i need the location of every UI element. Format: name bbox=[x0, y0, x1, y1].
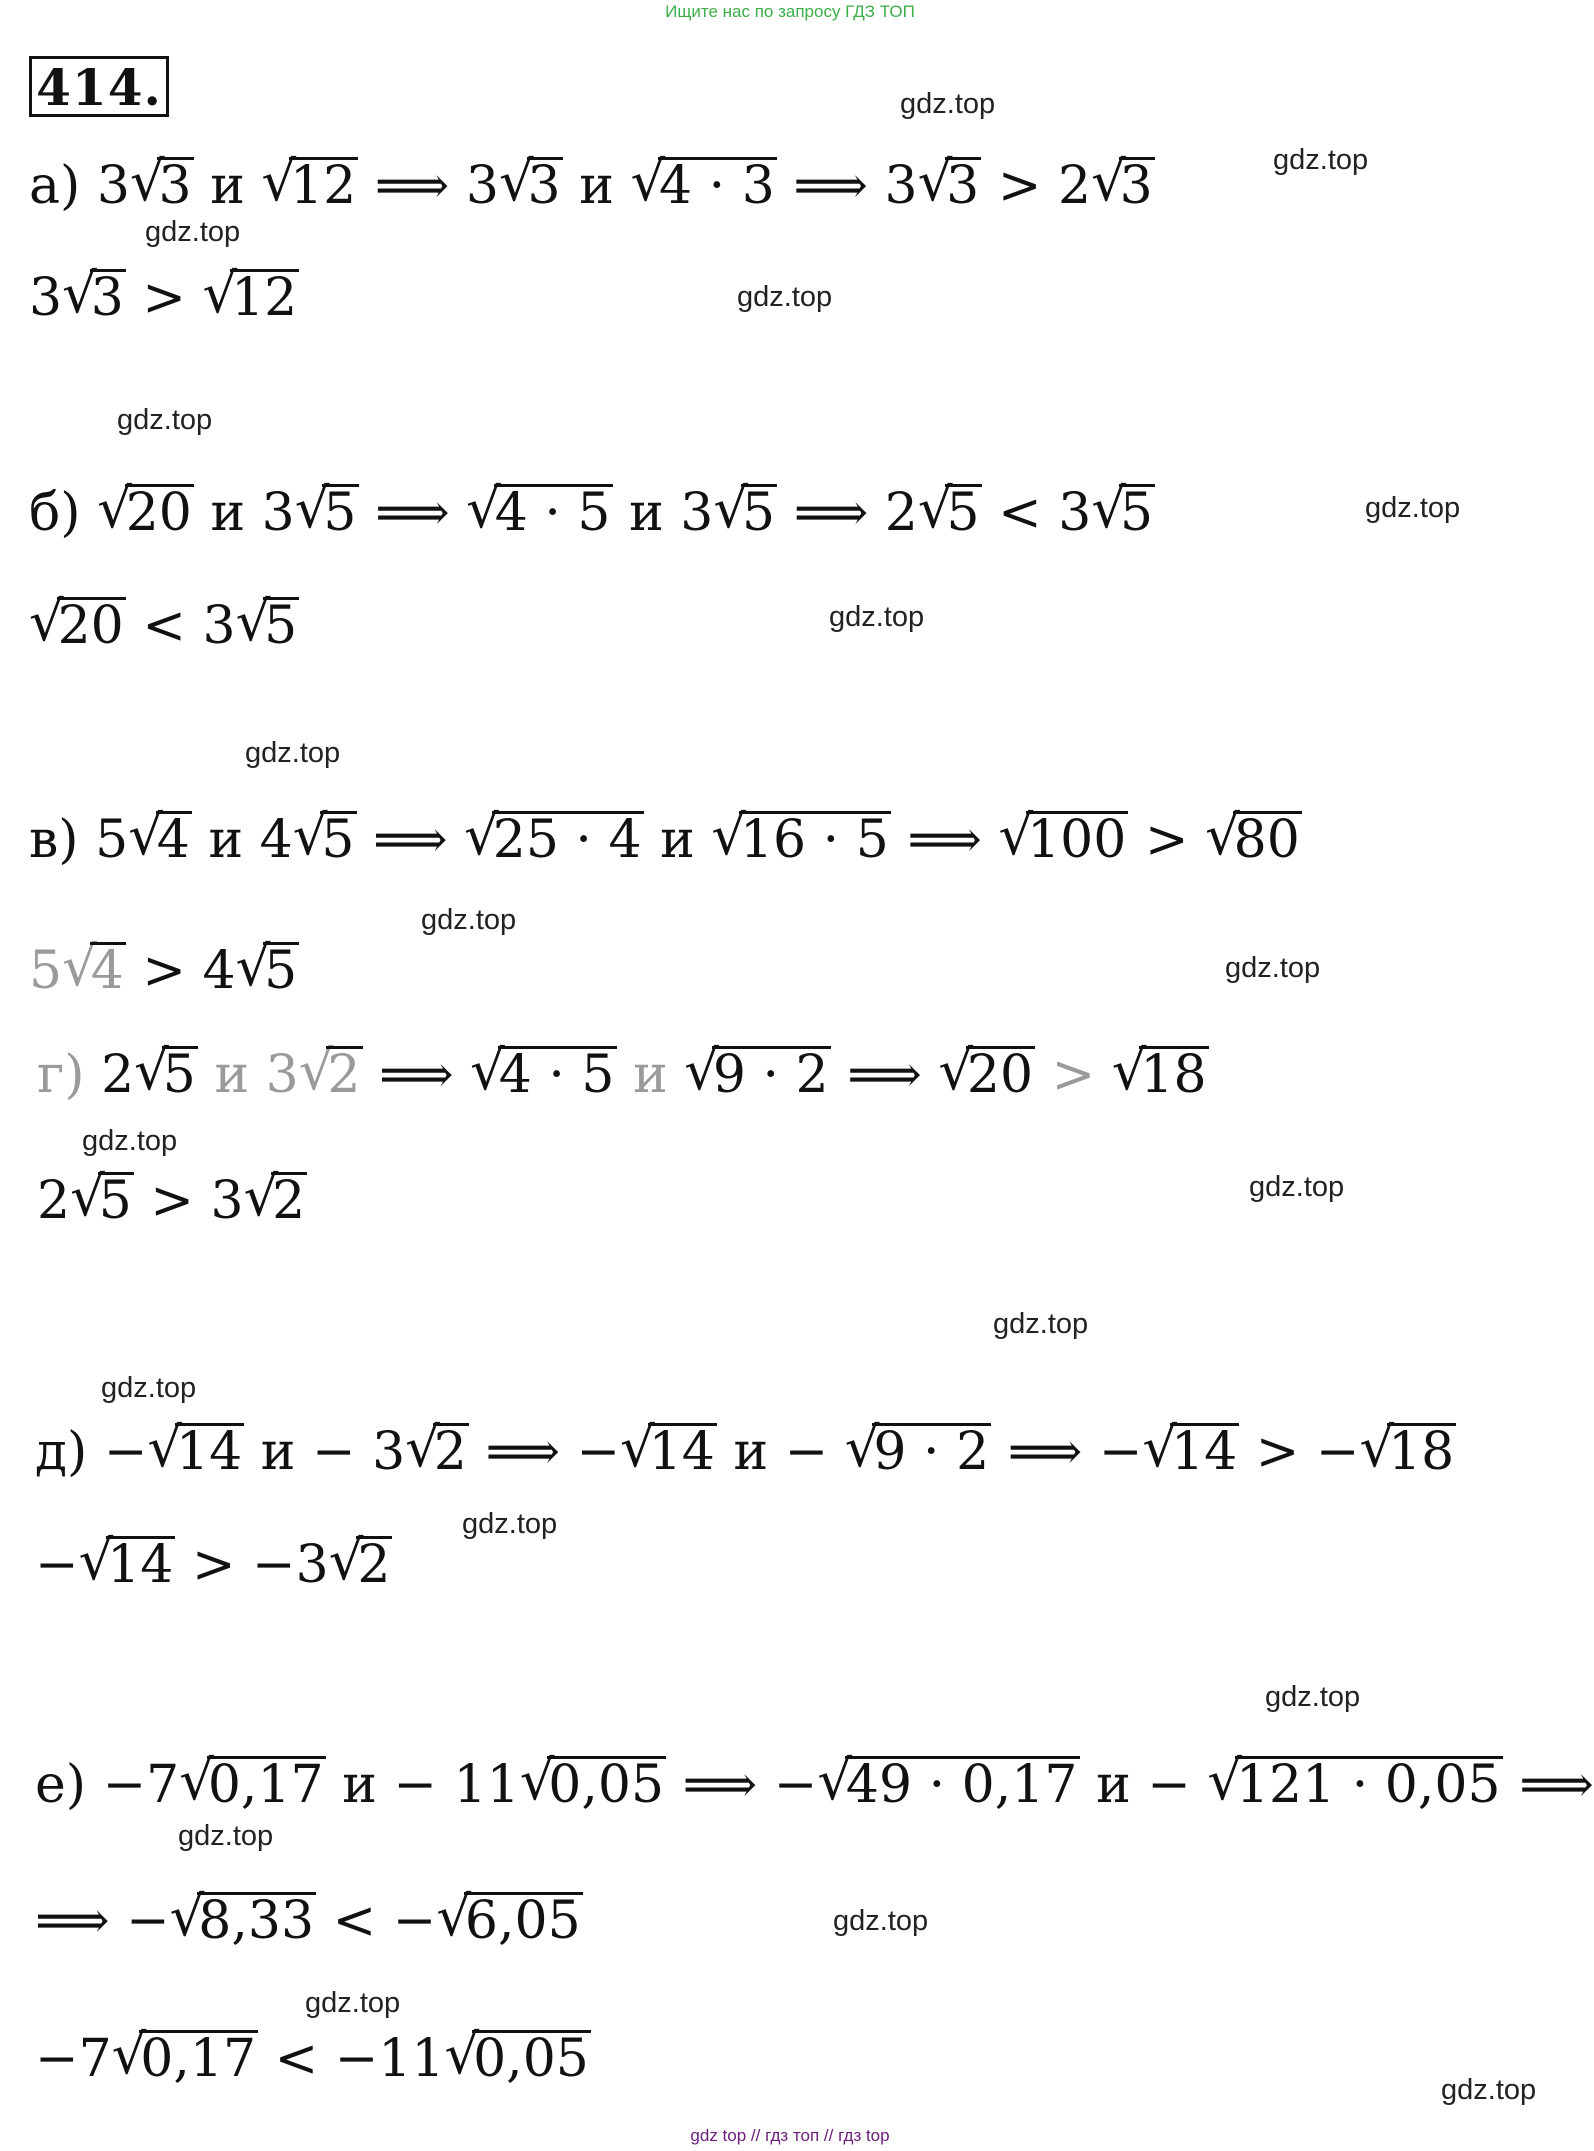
radical: √ 0,17 bbox=[112, 2029, 258, 2089]
radical: √ 3 bbox=[62, 268, 126, 328]
item-label-d: д) bbox=[35, 1422, 104, 1482]
expr-text: > bbox=[125, 268, 203, 328]
item-label-b: б) bbox=[29, 483, 98, 543]
expr-text: и − 11 bbox=[325, 1755, 520, 1815]
expr-text: ⟹ bbox=[362, 1045, 471, 1105]
expr-text: ⟹ − bbox=[35, 1891, 170, 1951]
expr-text: − bbox=[35, 1535, 79, 1595]
radical: √ 121 · 0,05 bbox=[1207, 1755, 1502, 1815]
watermark: gdz.top bbox=[1249, 1171, 1345, 1203]
radical: √ 5 bbox=[134, 1045, 198, 1105]
expr-text: 5 bbox=[95, 810, 129, 870]
watermark: gdz.top bbox=[305, 1987, 401, 2019]
expr-text: 2 bbox=[101, 1045, 135, 1105]
expr-text: и bbox=[193, 156, 262, 216]
watermark: gdz.top bbox=[737, 281, 833, 313]
radical: √ 9 · 2 bbox=[845, 1422, 991, 1482]
watermark: gdz.top bbox=[1273, 144, 1369, 176]
radical: √ 5 bbox=[293, 810, 357, 870]
watermark: gdz.top bbox=[117, 404, 213, 436]
radical: √ 20 bbox=[97, 483, 194, 543]
radical: √ 80 bbox=[1205, 810, 1302, 870]
line-e-comparison bbox=[35, 1755, 1594, 1815]
radical: √ 3 bbox=[1091, 156, 1155, 216]
line-e-simplified bbox=[35, 1891, 583, 1951]
watermark: gdz.top bbox=[462, 1508, 558, 1540]
expr-text: −7 bbox=[35, 2029, 112, 2089]
line-b-result bbox=[29, 596, 299, 656]
item-label-g: г) bbox=[37, 1045, 102, 1105]
watermark: gdz.top bbox=[145, 216, 241, 248]
expr-text: > 3 bbox=[133, 1171, 244, 1231]
expr-text: ⟹ bbox=[830, 1045, 939, 1105]
radical: √ 0,17 bbox=[179, 1755, 325, 1815]
expr-text: ⟹ − bbox=[666, 1755, 818, 1815]
expr-text: ⟹ 2 bbox=[777, 483, 918, 543]
radical: √ 8,33 bbox=[170, 1891, 316, 1951]
expr-text: ⟹ 3 bbox=[776, 156, 918, 216]
radical: √ 5 bbox=[295, 483, 359, 543]
expr-text: ⟹ bbox=[1502, 1755, 1594, 1815]
expr-text: и bbox=[562, 156, 631, 216]
radical: √ 0,05 bbox=[520, 1755, 666, 1815]
item-label-v: в) bbox=[29, 810, 96, 870]
expr-text: > bbox=[1128, 810, 1206, 870]
line-g-comparison bbox=[37, 1045, 1209, 1105]
expr-text: и − 3 bbox=[244, 1422, 406, 1482]
expr-text: 3 bbox=[96, 156, 130, 216]
line-e-result bbox=[35, 2029, 591, 2089]
radical: √ 2 bbox=[244, 1171, 308, 1231]
radical: √ 14 bbox=[147, 1422, 244, 1482]
expr-text: и bbox=[643, 810, 712, 870]
radical: √ 3 bbox=[130, 156, 194, 216]
watermark: gdz.top bbox=[245, 737, 341, 769]
expr-text: ⟹ 3 bbox=[358, 156, 499, 216]
radical: √ 2 bbox=[329, 1535, 393, 1595]
radical: √ 4 · 3 bbox=[630, 156, 776, 216]
radical: √ 0,05 bbox=[444, 2029, 590, 2089]
watermark: gdz.top bbox=[1441, 2074, 1537, 2106]
line-b-comparison bbox=[29, 483, 1155, 543]
line-g-result bbox=[37, 1171, 307, 1231]
radical: √ 25 · 4 bbox=[464, 810, 644, 870]
expr-text: ⟹ bbox=[356, 810, 465, 870]
expr-text: > − bbox=[1239, 1422, 1360, 1482]
expr-text: < 3 bbox=[125, 596, 236, 656]
radical: √ 12 bbox=[203, 268, 300, 328]
radical: √ 5 bbox=[236, 596, 300, 656]
item-label-a: а) bbox=[29, 156, 97, 216]
radical: √ 9 · 2 bbox=[684, 1045, 830, 1105]
line-v-comparison bbox=[29, 810, 1302, 870]
expr-text: и − bbox=[1079, 1755, 1208, 1815]
radical: √ 14 bbox=[620, 1422, 717, 1482]
item-label-e: е) bbox=[35, 1755, 103, 1815]
radical: √ 4 · 5 bbox=[470, 1045, 616, 1105]
radical: √ 16 · 5 bbox=[711, 810, 891, 870]
expr-text: > 4 bbox=[125, 941, 236, 1001]
watermark: gdz.top bbox=[421, 904, 517, 936]
radical: √ 12 bbox=[261, 156, 358, 216]
expr-text: < 3 bbox=[981, 483, 1092, 543]
radical: √ 49 · 0,17 bbox=[817, 1755, 1079, 1815]
line-d-comparison bbox=[35, 1422, 1456, 1482]
radical: √ 4 bbox=[128, 810, 192, 870]
expr-text: 5 bbox=[29, 941, 63, 1001]
radical: √ 2 bbox=[405, 1422, 469, 1482]
line-a-result bbox=[29, 268, 299, 328]
radical: √ 14 bbox=[1142, 1422, 1239, 1482]
radical: √ 18 bbox=[1112, 1045, 1209, 1105]
task-number: 414. bbox=[29, 56, 169, 117]
footer-links: gdz top // гдз топ // гдз top bbox=[690, 2126, 890, 2145]
radical: √ 4 · 5 bbox=[466, 483, 612, 543]
radical: √ 20 bbox=[29, 596, 126, 656]
line-d-result bbox=[35, 1535, 392, 1595]
watermark: gdz.top bbox=[833, 1905, 929, 1937]
radical: √ 4 bbox=[62, 941, 126, 1001]
expr-text: < − bbox=[316, 1891, 437, 1951]
top-banner: Ищите нас по запросу ГДЗ ТОП bbox=[665, 2, 915, 21]
expr-text: и − bbox=[716, 1422, 845, 1482]
watermark: gdz.top bbox=[900, 88, 996, 120]
expr-text: ⟹ bbox=[890, 810, 999, 870]
watermark: gdz.top bbox=[993, 1308, 1089, 1340]
radical: √ 18 bbox=[1359, 1422, 1456, 1482]
watermark: gdz.top bbox=[101, 1372, 197, 1404]
expr-text: > bbox=[1035, 1045, 1112, 1105]
expr-text: ⟹ bbox=[358, 483, 467, 543]
watermark: gdz.top bbox=[1225, 952, 1321, 984]
radical: √ 2 bbox=[299, 1045, 363, 1105]
expr-text: и bbox=[616, 1045, 685, 1105]
watermark: gdz.top bbox=[1265, 1681, 1361, 1713]
radical: √ 5 bbox=[236, 941, 300, 1001]
expr-text: − bbox=[103, 1422, 148, 1482]
radical: √ 6,05 bbox=[436, 1891, 582, 1951]
expr-text: и 4 bbox=[191, 810, 293, 870]
watermark: gdz.top bbox=[178, 1820, 274, 1852]
radical: √ 5 bbox=[70, 1171, 134, 1231]
radical: √ 14 bbox=[79, 1535, 176, 1595]
radical: √ 20 bbox=[938, 1045, 1035, 1105]
expr-text: и 3 bbox=[197, 1045, 299, 1105]
watermark: gdz.top bbox=[829, 601, 925, 633]
expr-text: > −3 bbox=[175, 1535, 329, 1595]
expr-text: ⟹ − bbox=[468, 1422, 621, 1482]
watermark: gdz.top bbox=[82, 1125, 178, 1157]
radical: √ 5 bbox=[1091, 483, 1155, 543]
radical: √ 3 bbox=[918, 156, 982, 216]
line-a-comparison bbox=[29, 156, 1155, 216]
expr-text: и 3 bbox=[193, 483, 295, 543]
radical: √ 3 bbox=[499, 156, 563, 216]
expr-text: ⟹ − bbox=[991, 1422, 1143, 1482]
radical: √ 100 bbox=[999, 810, 1129, 870]
radical: √ 5 bbox=[713, 483, 777, 543]
expr-text: < −11 bbox=[258, 2029, 445, 2089]
line-v-result bbox=[29, 941, 299, 1001]
expr-text: 3 bbox=[29, 268, 63, 328]
expr-text: и 3 bbox=[612, 483, 714, 543]
watermark: gdz.top bbox=[1365, 492, 1461, 524]
expr-text: −7 bbox=[102, 1755, 180, 1815]
expr-text: 2 bbox=[37, 1171, 71, 1231]
radical: √ 5 bbox=[918, 483, 982, 543]
expr-text: > 2 bbox=[981, 156, 1092, 216]
